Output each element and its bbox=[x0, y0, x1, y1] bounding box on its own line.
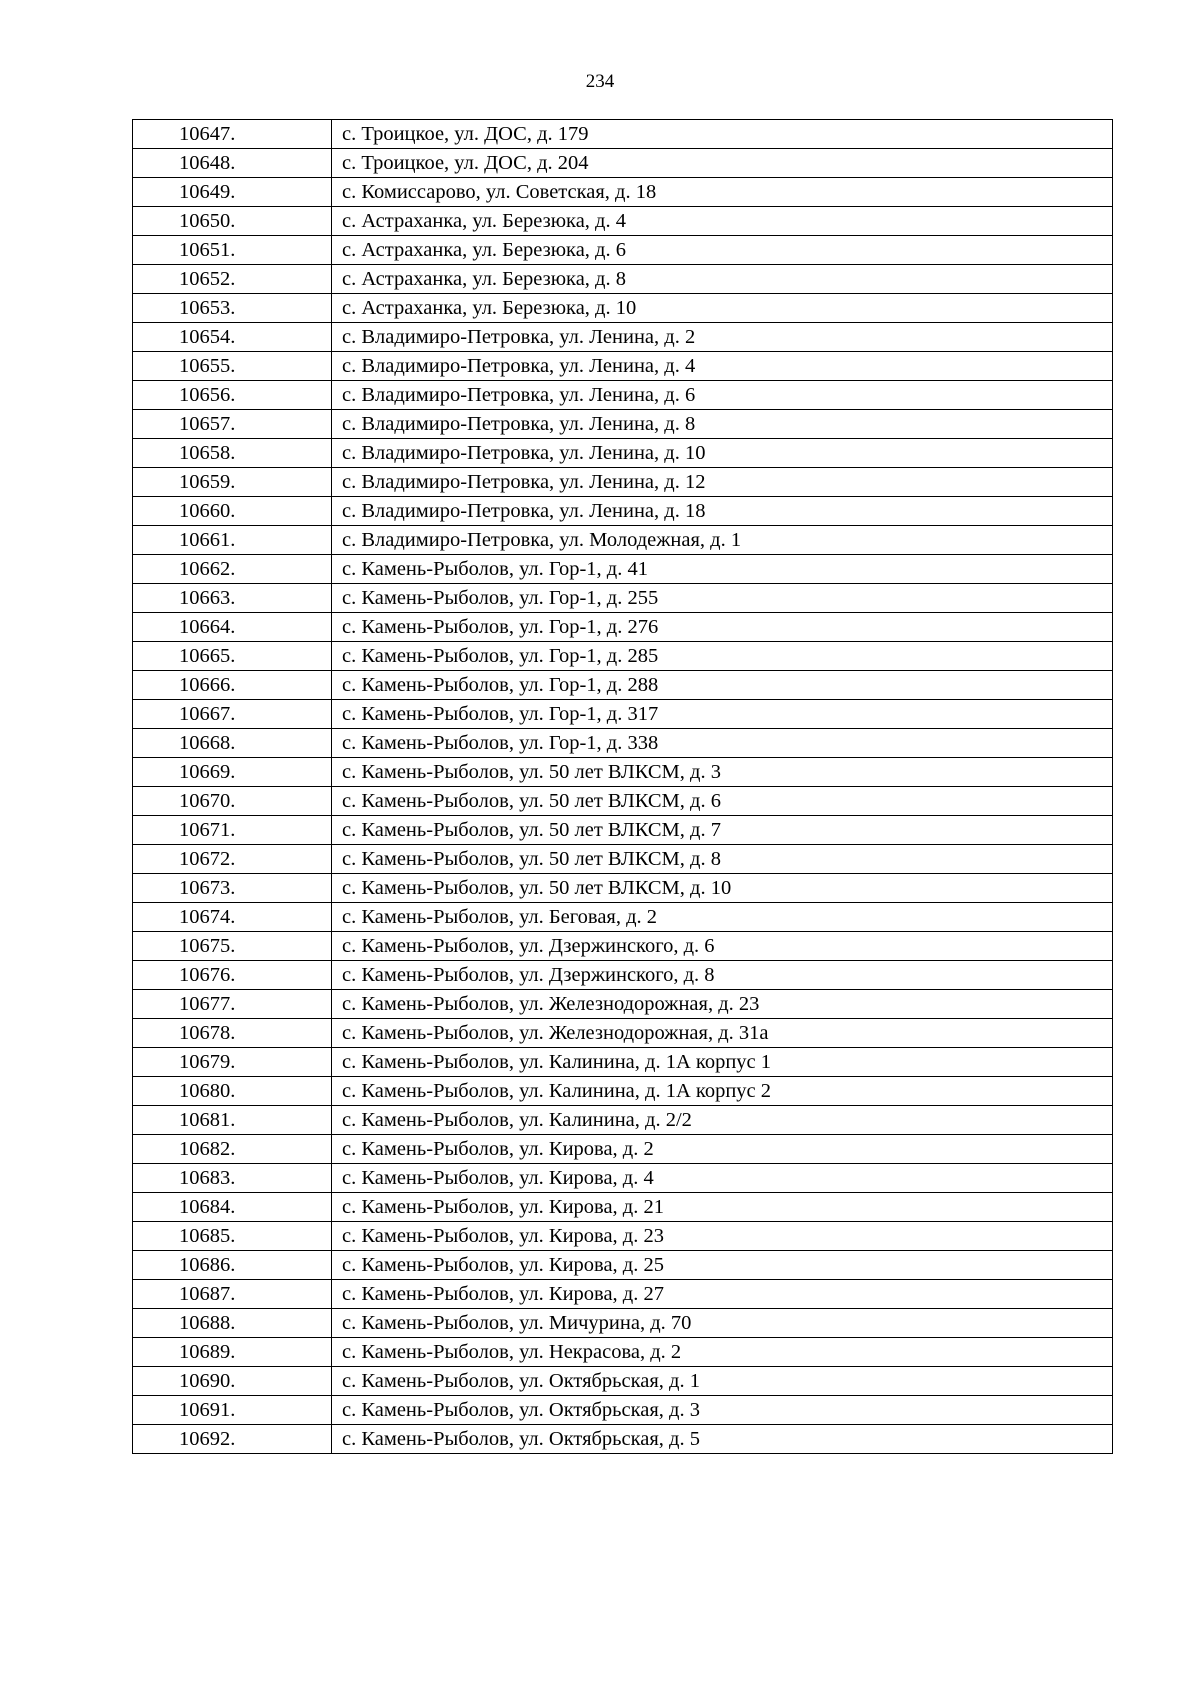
row-number-cell: 10660. bbox=[133, 497, 332, 526]
row-number-cell: 10674. bbox=[133, 903, 332, 932]
address-cell: с. Камень-Рыболов, ул. Октябрьская, д. 3 bbox=[332, 1396, 1113, 1425]
table-row bbox=[133, 381, 1113, 410]
address-cell: с. Владимиро-Петровка, ул. Молодежная, д. 1 bbox=[332, 526, 1113, 555]
address-cell: с. Камень-Рыболов, ул. Кирова, д. 25 bbox=[332, 1251, 1113, 1280]
address-cell: с. Камень-Рыболов, ул. Калинина, д. 1А корпус 1 bbox=[332, 1048, 1113, 1077]
table-row bbox=[133, 439, 1113, 468]
table-row bbox=[133, 671, 1113, 700]
table-row bbox=[133, 787, 1113, 816]
address-cell: с. Камень-Рыболов, ул. Калинина, д. 2/2 bbox=[332, 1106, 1113, 1135]
row-number-cell: 10687. bbox=[133, 1280, 332, 1309]
row-number-cell: 10684. bbox=[133, 1193, 332, 1222]
table-row bbox=[133, 613, 1113, 642]
address-cell: с. Камень-Рыболов, ул. Гор-1, д. 338 bbox=[332, 729, 1113, 758]
table-row bbox=[133, 149, 1113, 178]
address-cell: с. Камень-Рыболов, ул. Гор-1, д. 288 bbox=[332, 671, 1113, 700]
address-cell: с. Камень-Рыболов, ул. Мичурина, д. 70 bbox=[332, 1309, 1113, 1338]
table-row bbox=[133, 1193, 1113, 1222]
address-cell: с. Астраханка, ул. Березюка, д. 4 bbox=[332, 207, 1113, 236]
table-row bbox=[133, 410, 1113, 439]
table-row bbox=[133, 1048, 1113, 1077]
address-cell: с. Камень-Рыболов, ул. Гор-1, д. 255 bbox=[332, 584, 1113, 613]
row-number-cell: 10685. bbox=[133, 1222, 332, 1251]
address-cell: с. Камень-Рыболов, ул. Некрасова, д. 2 bbox=[332, 1338, 1113, 1367]
table-row bbox=[133, 642, 1113, 671]
address-cell: с. Троицкое, ул. ДОС, д. 179 bbox=[332, 120, 1113, 149]
row-number-cell: 10682. bbox=[133, 1135, 332, 1164]
address-cell: с. Камень-Рыболов, ул. Кирова, д. 4 bbox=[332, 1164, 1113, 1193]
row-number-cell: 10670. bbox=[133, 787, 332, 816]
row-number-cell: 10686. bbox=[133, 1251, 332, 1280]
table-row bbox=[133, 120, 1113, 149]
table-row bbox=[133, 1106, 1113, 1135]
table-row bbox=[133, 1280, 1113, 1309]
row-number-cell: 10655. bbox=[133, 352, 332, 381]
table-row bbox=[133, 1077, 1113, 1106]
address-cell: с. Комиссарово, ул. Советская, д. 18 bbox=[332, 178, 1113, 207]
table-row bbox=[133, 497, 1113, 526]
address-cell: с. Камень-Рыболов, ул. Кирова, д. 27 bbox=[332, 1280, 1113, 1309]
table-row bbox=[133, 352, 1113, 381]
table-row bbox=[133, 1251, 1113, 1280]
row-number-cell: 10677. bbox=[133, 990, 332, 1019]
row-number-cell: 10673. bbox=[133, 874, 332, 903]
row-number-cell: 10688. bbox=[133, 1309, 332, 1338]
address-cell: с. Камень-Рыболов, ул. 50 лет ВЛКСМ, д. 10 bbox=[332, 874, 1113, 903]
row-number-cell: 10675. bbox=[133, 932, 332, 961]
table-row bbox=[133, 845, 1113, 874]
row-number-cell: 10664. bbox=[133, 613, 332, 642]
row-number-cell: 10656. bbox=[133, 381, 332, 410]
address-cell: с. Камень-Рыболов, ул. Железнодорожная, д. 23 bbox=[332, 990, 1113, 1019]
address-cell: с. Камень-Рыболов, ул. Гор-1, д. 285 bbox=[332, 642, 1113, 671]
row-number-cell: 10658. bbox=[133, 439, 332, 468]
row-number-cell: 10654. bbox=[133, 323, 332, 352]
table-row bbox=[133, 990, 1113, 1019]
row-number-cell: 10667. bbox=[133, 700, 332, 729]
row-number-cell: 10659. bbox=[133, 468, 332, 497]
table-row bbox=[133, 1425, 1113, 1454]
address-cell: с. Камень-Рыболов, ул. Беговая, д. 2 bbox=[332, 903, 1113, 932]
row-number-cell: 10666. bbox=[133, 671, 332, 700]
address-cell: с. Камень-Рыболов, ул. Калинина, д. 1А корпус 2 bbox=[332, 1077, 1113, 1106]
address-cell: с. Камень-Рыболов, ул. 50 лет ВЛКСМ, д. 8 bbox=[332, 845, 1113, 874]
table-row bbox=[133, 265, 1113, 294]
row-number-cell: 10662. bbox=[133, 555, 332, 584]
address-table bbox=[132, 119, 1113, 1454]
page-number: 234 bbox=[585, 71, 615, 92]
address-table-body bbox=[133, 120, 1113, 1454]
row-number-cell: 10671. bbox=[133, 816, 332, 845]
address-cell: с. Астраханка, ул. Березюка, д. 8 bbox=[332, 265, 1113, 294]
address-cell: с. Камень-Рыболов, ул. Дзержинского, д. 6 bbox=[332, 932, 1113, 961]
address-cell: с. Камень-Рыболов, ул. Кирова, д. 2 bbox=[332, 1135, 1113, 1164]
row-number-cell: 10657. bbox=[133, 410, 332, 439]
table-row bbox=[133, 207, 1113, 236]
row-number-cell: 10669. bbox=[133, 758, 332, 787]
row-number-cell: 10649. bbox=[133, 178, 332, 207]
row-number-cell: 10651. bbox=[133, 236, 332, 265]
table-row bbox=[133, 1222, 1113, 1251]
address-cell: с. Камень-Рыболов, ул. Кирова, д. 23 bbox=[332, 1222, 1113, 1251]
address-cell: с. Камень-Рыболов, ул. Гор-1, д. 276 bbox=[332, 613, 1113, 642]
address-cell: с. Камень-Рыболов, ул. Кирова, д. 21 bbox=[332, 1193, 1113, 1222]
row-number-cell: 10676. bbox=[133, 961, 332, 990]
address-cell: с. Камень-Рыболов, ул. Октябрьская, д. 5 bbox=[332, 1425, 1113, 1454]
table-row bbox=[133, 555, 1113, 584]
table-row bbox=[133, 1396, 1113, 1425]
address-cell: с. Камень-Рыболов, ул. Гор-1, д. 317 bbox=[332, 700, 1113, 729]
address-cell: с. Владимиро-Петровка, ул. Ленина, д. 18 bbox=[332, 497, 1113, 526]
table-row bbox=[133, 178, 1113, 207]
address-cell: с. Владимиро-Петровка, ул. Ленина, д. 10 bbox=[332, 439, 1113, 468]
row-number-cell: 10679. bbox=[133, 1048, 332, 1077]
address-cell: с. Владимиро-Петровка, ул. Ленина, д. 8 bbox=[332, 410, 1113, 439]
row-number-cell: 10683. bbox=[133, 1164, 332, 1193]
address-cell: с. Камень-Рыболов, ул. Октябрьская, д. 1 bbox=[332, 1367, 1113, 1396]
row-number-cell: 10647. bbox=[133, 120, 332, 149]
table-row bbox=[133, 1309, 1113, 1338]
table-row bbox=[133, 236, 1113, 265]
row-number-cell: 10648. bbox=[133, 149, 332, 178]
table-row bbox=[133, 1338, 1113, 1367]
row-number-cell: 10652. bbox=[133, 265, 332, 294]
address-cell: с. Астраханка, ул. Березюка, д. 6 bbox=[332, 236, 1113, 265]
table-row bbox=[133, 903, 1113, 932]
table-row bbox=[133, 294, 1113, 323]
table-row bbox=[133, 1367, 1113, 1396]
address-cell: с. Камень-Рыболов, ул. Дзержинского, д. 8 bbox=[332, 961, 1113, 990]
table-row bbox=[133, 932, 1113, 961]
address-cell: с. Камень-Рыболов, ул. Железнодорожная, д. 31а bbox=[332, 1019, 1113, 1048]
row-number-cell: 10692. bbox=[133, 1425, 332, 1454]
table-row bbox=[133, 816, 1113, 845]
table-row bbox=[133, 1135, 1113, 1164]
row-number-cell: 10681. bbox=[133, 1106, 332, 1135]
table-row bbox=[133, 1164, 1113, 1193]
table-row bbox=[133, 323, 1113, 352]
row-number-cell: 10650. bbox=[133, 207, 332, 236]
table-row bbox=[133, 961, 1113, 990]
row-number-cell: 10678. bbox=[133, 1019, 332, 1048]
row-number-cell: 10668. bbox=[133, 729, 332, 758]
table-row bbox=[133, 468, 1113, 497]
address-cell: с. Астраханка, ул. Березюка, д. 10 bbox=[332, 294, 1113, 323]
row-number-cell: 10680. bbox=[133, 1077, 332, 1106]
address-cell: с. Владимиро-Петровка, ул. Ленина, д. 4 bbox=[332, 352, 1113, 381]
address-cell: с. Камень-Рыболов, ул. 50 лет ВЛКСМ, д. 3 bbox=[332, 758, 1113, 787]
row-number-cell: 10665. bbox=[133, 642, 332, 671]
table-row bbox=[133, 1019, 1113, 1048]
address-cell: с. Владимиро-Петровка, ул. Ленина, д. 2 bbox=[332, 323, 1113, 352]
address-cell: с. Камень-Рыболов, ул. Гор-1, д. 41 bbox=[332, 555, 1113, 584]
row-number-cell: 10672. bbox=[133, 845, 332, 874]
address-cell: с. Камень-Рыболов, ул. 50 лет ВЛКСМ, д. 6 bbox=[332, 787, 1113, 816]
row-number-cell: 10690. bbox=[133, 1367, 332, 1396]
row-number-cell: 10663. bbox=[133, 584, 332, 613]
address-cell: с. Камень-Рыболов, ул. 50 лет ВЛКСМ, д. 7 bbox=[332, 816, 1113, 845]
row-number-cell: 10653. bbox=[133, 294, 332, 323]
table-row bbox=[133, 526, 1113, 555]
address-cell: с. Владимиро-Петровка, ул. Ленина, д. 6 bbox=[332, 381, 1113, 410]
table-row bbox=[133, 729, 1113, 758]
table-row bbox=[133, 700, 1113, 729]
row-number-cell: 10691. bbox=[133, 1396, 332, 1425]
row-number-cell: 10661. bbox=[133, 526, 332, 555]
table-row bbox=[133, 584, 1113, 613]
table-row bbox=[133, 874, 1113, 903]
row-number-cell: 10689. bbox=[133, 1338, 332, 1367]
table-row bbox=[133, 758, 1113, 787]
address-cell: с. Владимиро-Петровка, ул. Ленина, д. 12 bbox=[332, 468, 1113, 497]
address-cell: с. Троицкое, ул. ДОС, д. 204 bbox=[332, 149, 1113, 178]
